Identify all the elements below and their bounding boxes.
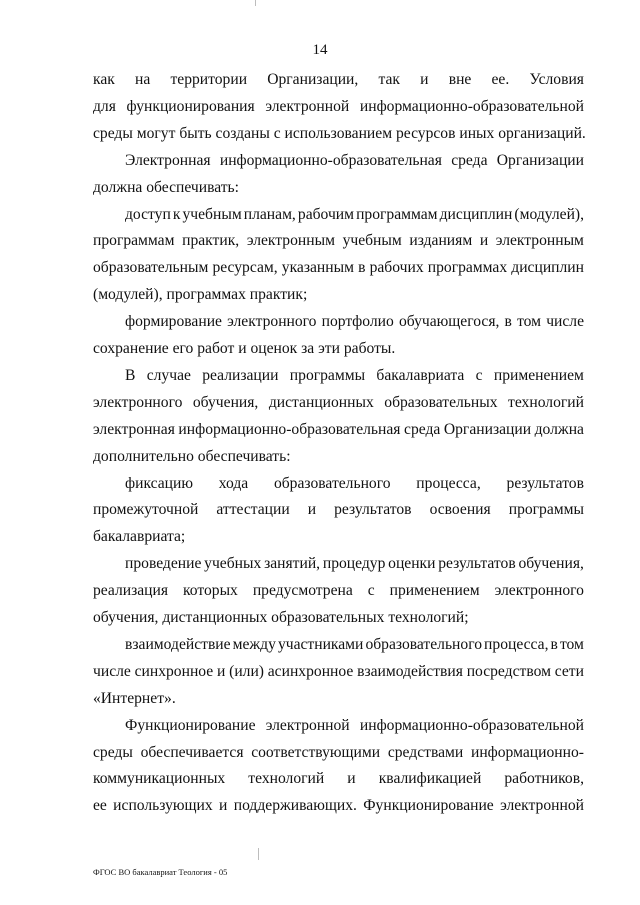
word: средствами bbox=[387, 743, 464, 761]
text-line: бакалавриата; bbox=[93, 528, 186, 546]
text-line bbox=[93, 95, 584, 119]
word: образовательным bbox=[93, 259, 209, 277]
word: в bbox=[504, 313, 512, 331]
word: к bbox=[172, 205, 181, 223]
word: электронного bbox=[93, 393, 183, 411]
word: и bbox=[307, 501, 317, 519]
word: результатов bbox=[506, 474, 584, 492]
text-line bbox=[93, 767, 584, 791]
word: применением bbox=[493, 366, 584, 384]
text-line bbox=[93, 256, 584, 280]
word: оценки bbox=[388, 555, 436, 573]
word: результатов bbox=[438, 555, 516, 573]
word: Условия bbox=[529, 71, 584, 88]
word: участниками bbox=[277, 635, 364, 653]
word: среда bbox=[451, 151, 488, 169]
word: информационно-образовательной bbox=[359, 97, 584, 115]
word: технологий bbox=[508, 393, 584, 411]
word: портфолио bbox=[321, 313, 394, 331]
word: ее. bbox=[491, 71, 510, 88]
text-line bbox=[93, 229, 584, 253]
word: обучения, bbox=[518, 555, 584, 573]
word: так bbox=[378, 71, 400, 88]
word: с bbox=[475, 366, 483, 384]
word: программам bbox=[93, 232, 175, 250]
word: рабочих bbox=[369, 259, 424, 277]
word: с bbox=[367, 582, 375, 600]
word: доступ bbox=[125, 205, 171, 223]
word: Организации bbox=[496, 151, 584, 169]
word: функционирования bbox=[126, 97, 255, 115]
word: технологий bbox=[248, 770, 325, 788]
word: промежуточной bbox=[93, 501, 199, 519]
word: электронного bbox=[227, 313, 317, 331]
word: в bbox=[358, 259, 366, 277]
text-line bbox=[125, 633, 584, 657]
word: числе bbox=[546, 313, 584, 331]
text-line: обучения, дистанционных образовательных технологий; bbox=[93, 609, 469, 626]
word: реализации bbox=[202, 366, 279, 384]
word: процесса, bbox=[484, 635, 549, 653]
text-line bbox=[93, 741, 584, 765]
text-line bbox=[93, 68, 584, 92]
text-line: сохранение его работ и оценок за эти работы. bbox=[93, 340, 396, 357]
text-line bbox=[125, 364, 584, 388]
word: между bbox=[232, 635, 276, 653]
word: В bbox=[125, 366, 136, 384]
word: формирование bbox=[125, 313, 222, 331]
word: и bbox=[479, 232, 489, 250]
word: синхронное bbox=[134, 662, 214, 680]
word: посредством bbox=[466, 662, 551, 680]
text-line bbox=[93, 794, 584, 818]
text-line bbox=[125, 203, 584, 227]
word: указанным bbox=[281, 259, 354, 277]
word: учебным bbox=[182, 205, 242, 223]
word: образовательных bbox=[384, 393, 498, 411]
word: вне bbox=[448, 71, 472, 88]
word: и bbox=[420, 71, 429, 88]
word: процедур bbox=[322, 555, 386, 573]
word: территории bbox=[170, 71, 248, 88]
word: взаимодействия bbox=[357, 662, 463, 680]
word: сети bbox=[554, 662, 584, 680]
word: бакалавриата bbox=[376, 366, 465, 384]
text-line bbox=[125, 472, 584, 496]
word: освоения bbox=[429, 501, 491, 519]
word: Организации, bbox=[267, 71, 359, 88]
word: информационно- bbox=[470, 743, 584, 761]
word: (или) bbox=[229, 662, 264, 680]
word: фиксацию bbox=[125, 474, 194, 492]
word: планам, bbox=[243, 205, 296, 223]
scan-mark-top bbox=[255, 0, 256, 6]
word: образовательного bbox=[273, 474, 391, 492]
word: среды bbox=[93, 743, 133, 761]
text-line bbox=[125, 714, 584, 738]
word: как bbox=[93, 71, 115, 88]
word: использующих bbox=[113, 797, 213, 815]
word: применением bbox=[389, 582, 480, 600]
word: поддерживающих. bbox=[233, 797, 357, 815]
word: дисциплин bbox=[439, 205, 513, 223]
word: информационно-образовательная bbox=[178, 420, 401, 438]
word: которых bbox=[183, 582, 238, 600]
word: на bbox=[135, 71, 151, 88]
word: дисциплин bbox=[511, 259, 584, 277]
word: случае bbox=[146, 366, 191, 384]
word: электронной bbox=[265, 97, 350, 115]
word: должна bbox=[534, 420, 584, 438]
text-line bbox=[125, 310, 584, 334]
text-line: дополнительно обеспечивать: bbox=[93, 447, 291, 465]
word: квалификацией bbox=[378, 770, 482, 788]
word: Электронная bbox=[125, 151, 211, 169]
word: в bbox=[550, 635, 558, 653]
text-line bbox=[125, 149, 584, 173]
page-number: 14 bbox=[312, 42, 328, 58]
word: информационно-образовательная bbox=[219, 151, 442, 169]
word: рабочим bbox=[297, 205, 355, 223]
text-line bbox=[93, 391, 584, 415]
word: соответствующими bbox=[251, 743, 381, 761]
word: информационно-образовательной bbox=[359, 716, 584, 734]
text-line bbox=[93, 579, 584, 603]
word: работников, bbox=[504, 770, 584, 788]
word: электронным bbox=[246, 232, 335, 250]
word: Организации bbox=[443, 420, 532, 438]
word: числе bbox=[93, 662, 131, 680]
word: образовательного bbox=[365, 635, 483, 653]
word: Функционирование bbox=[125, 716, 256, 734]
word: электронной bbox=[265, 716, 350, 734]
word: электронным bbox=[495, 232, 584, 250]
word: и bbox=[219, 797, 228, 815]
word: взаимодействие bbox=[125, 635, 231, 653]
word: коммуникационных bbox=[93, 770, 226, 788]
word: обучения, bbox=[192, 393, 259, 411]
word: электронного bbox=[494, 582, 584, 600]
word: Функционирование bbox=[363, 797, 494, 815]
word: учебным bbox=[342, 232, 402, 250]
word: изданиям bbox=[409, 232, 473, 250]
word: электронной bbox=[500, 797, 584, 815]
text-line: «Интернет». bbox=[93, 689, 176, 707]
text-line: (модулей), программах практик; bbox=[93, 286, 308, 304]
word: занятий, bbox=[264, 555, 321, 573]
word: программы bbox=[289, 366, 366, 384]
word: и bbox=[216, 662, 226, 680]
footer-text: ФГОС ВО бакалавриат Теология - 05 bbox=[93, 867, 228, 877]
word: реализация bbox=[93, 582, 169, 600]
word: процесса, bbox=[416, 474, 481, 492]
word: и bbox=[347, 770, 356, 788]
word: среда bbox=[404, 420, 441, 438]
word: том bbox=[517, 313, 542, 331]
word: аттестации bbox=[216, 501, 290, 519]
word: (модулей), bbox=[514, 205, 584, 223]
text-line bbox=[93, 418, 584, 442]
word: асинхронное bbox=[267, 662, 354, 680]
word: хода bbox=[218, 474, 249, 492]
word: ее bbox=[93, 797, 107, 815]
word: дистанционных bbox=[268, 393, 374, 411]
word: проведение bbox=[125, 555, 202, 573]
word: обучающегося, bbox=[398, 313, 500, 331]
text-line bbox=[93, 498, 584, 522]
scan-mark-bottom bbox=[258, 848, 259, 860]
word: программах bbox=[427, 259, 508, 277]
text-line bbox=[125, 552, 584, 576]
word: результатов bbox=[334, 501, 412, 519]
word: ресурсам, bbox=[212, 259, 278, 277]
text-line: среды могут быть созданы с использованием ресурсов иных организаций. bbox=[93, 124, 586, 142]
word: для bbox=[93, 97, 116, 115]
word: практик, bbox=[182, 232, 240, 250]
word: том bbox=[559, 635, 584, 653]
text-line: должна обеспечивать: bbox=[93, 178, 240, 196]
word: программам bbox=[356, 205, 438, 223]
text-line bbox=[93, 660, 584, 684]
word: учебных bbox=[204, 555, 262, 573]
word: программы bbox=[508, 501, 584, 519]
word: предусмотрена bbox=[252, 582, 353, 600]
word: обеспечивается bbox=[140, 743, 244, 761]
word: электронная bbox=[93, 420, 175, 438]
